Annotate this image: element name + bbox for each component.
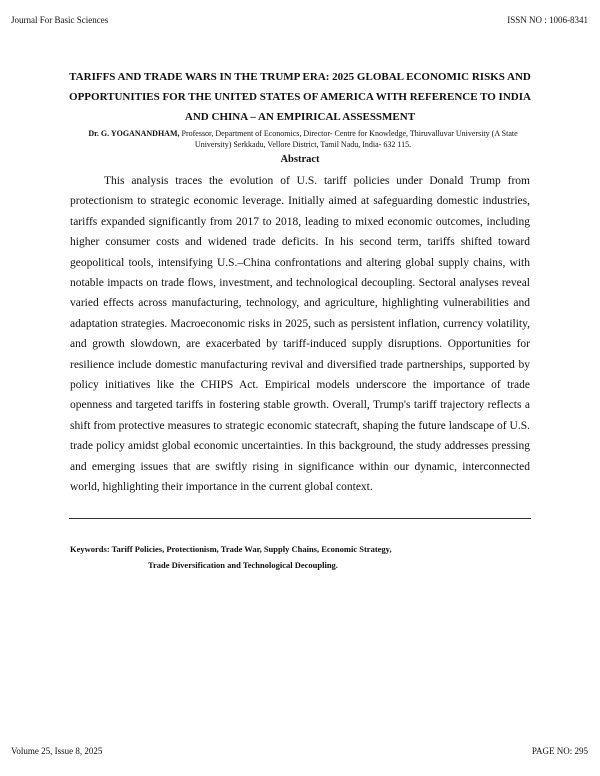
paper-title: TARIFFS AND TRADE WARS IN THE TRUMP ERA: 2025 GLOBAL ECONOMIC RISKS AND OPPORTUNITIES FOR THE UNITED STATES OF AMERICA WITH REFERENCE TO INDIA AND CHINA – AN EMPIRICAL ASSESSMENT — [69, 71, 531, 123]
keywords-line-1: Keywords: Tariff Policies, Protectionism, Trade War, Supply Chains, Economic Strategy, — [70, 544, 392, 554]
issn-number: ISSN NO : 1006-8341 — [507, 15, 588, 25]
author-name: Dr. G. YOGANANDHAM, — [88, 129, 180, 138]
section-divider — [69, 518, 531, 519]
keywords-block — [70, 541, 510, 573]
author-affiliation: Professor, Department of Economics, Director- Centre for Knowledge, Thiruvalluvar University (A State University) Serkkadu, Vellore District, Tamil Nadu, India- 632 115. — [179, 129, 518, 149]
volume-issue: Volume 25, Issue 8, 2025 — [11, 746, 103, 756]
keywords-line-2: Trade Diversification and Technological Decoupling. — [148, 560, 338, 570]
abstract-heading: Abstract — [280, 154, 320, 165]
author-block — [70, 128, 536, 150]
page-number: PAGE NO: 295 — [531, 746, 588, 756]
abstract-body: This analysis traces the evolution of U.S. tariff policies under Donald Trump from protectionism to strategic economic leverage. Initially aimed at safeguarding domestic industries, tariffs expanded significantly from 2017 to 2018, leading to mixed economic outcomes, including higher consumer costs and widened trade deficits. In his second term, tariffs shifted toward geopolitical tools, intensifying U.S.–China confrontations and altering global supply chains, with notable impacts on trade flows, investment, and technological decoupling. Sectoral analyses reveal varied effects across manufacturing, technology, and agriculture, highlighting vulnerabilities and adaptation strategies. Macroeconomic risks in 2025, such as persistent inflation, currency volatility, and growth slowdown, are exacerbated by tariff-induced supply disruptions. Opportunities for resilience include domestic manufacturing revival and diversified trade partnerships, supported by policy initiatives like the CHIPS Act. Empirical models underscore the importance of trade openness and targeted tariffs in fostering stable growth. Overall, Trump's tariff trajectory reflects a shift from protective measures to strategic economic statecraft, shaping the future landscape of U.S. trade policy amidst global economic uncertainties. In this background, the study addresses pressing and emerging issues that are swiftly rising in significance within our dynamic, interconnected world, highlighting their importance in the current global context. — [70, 175, 530, 494]
journal-name: Journal For Basic Sciences — [11, 15, 109, 25]
